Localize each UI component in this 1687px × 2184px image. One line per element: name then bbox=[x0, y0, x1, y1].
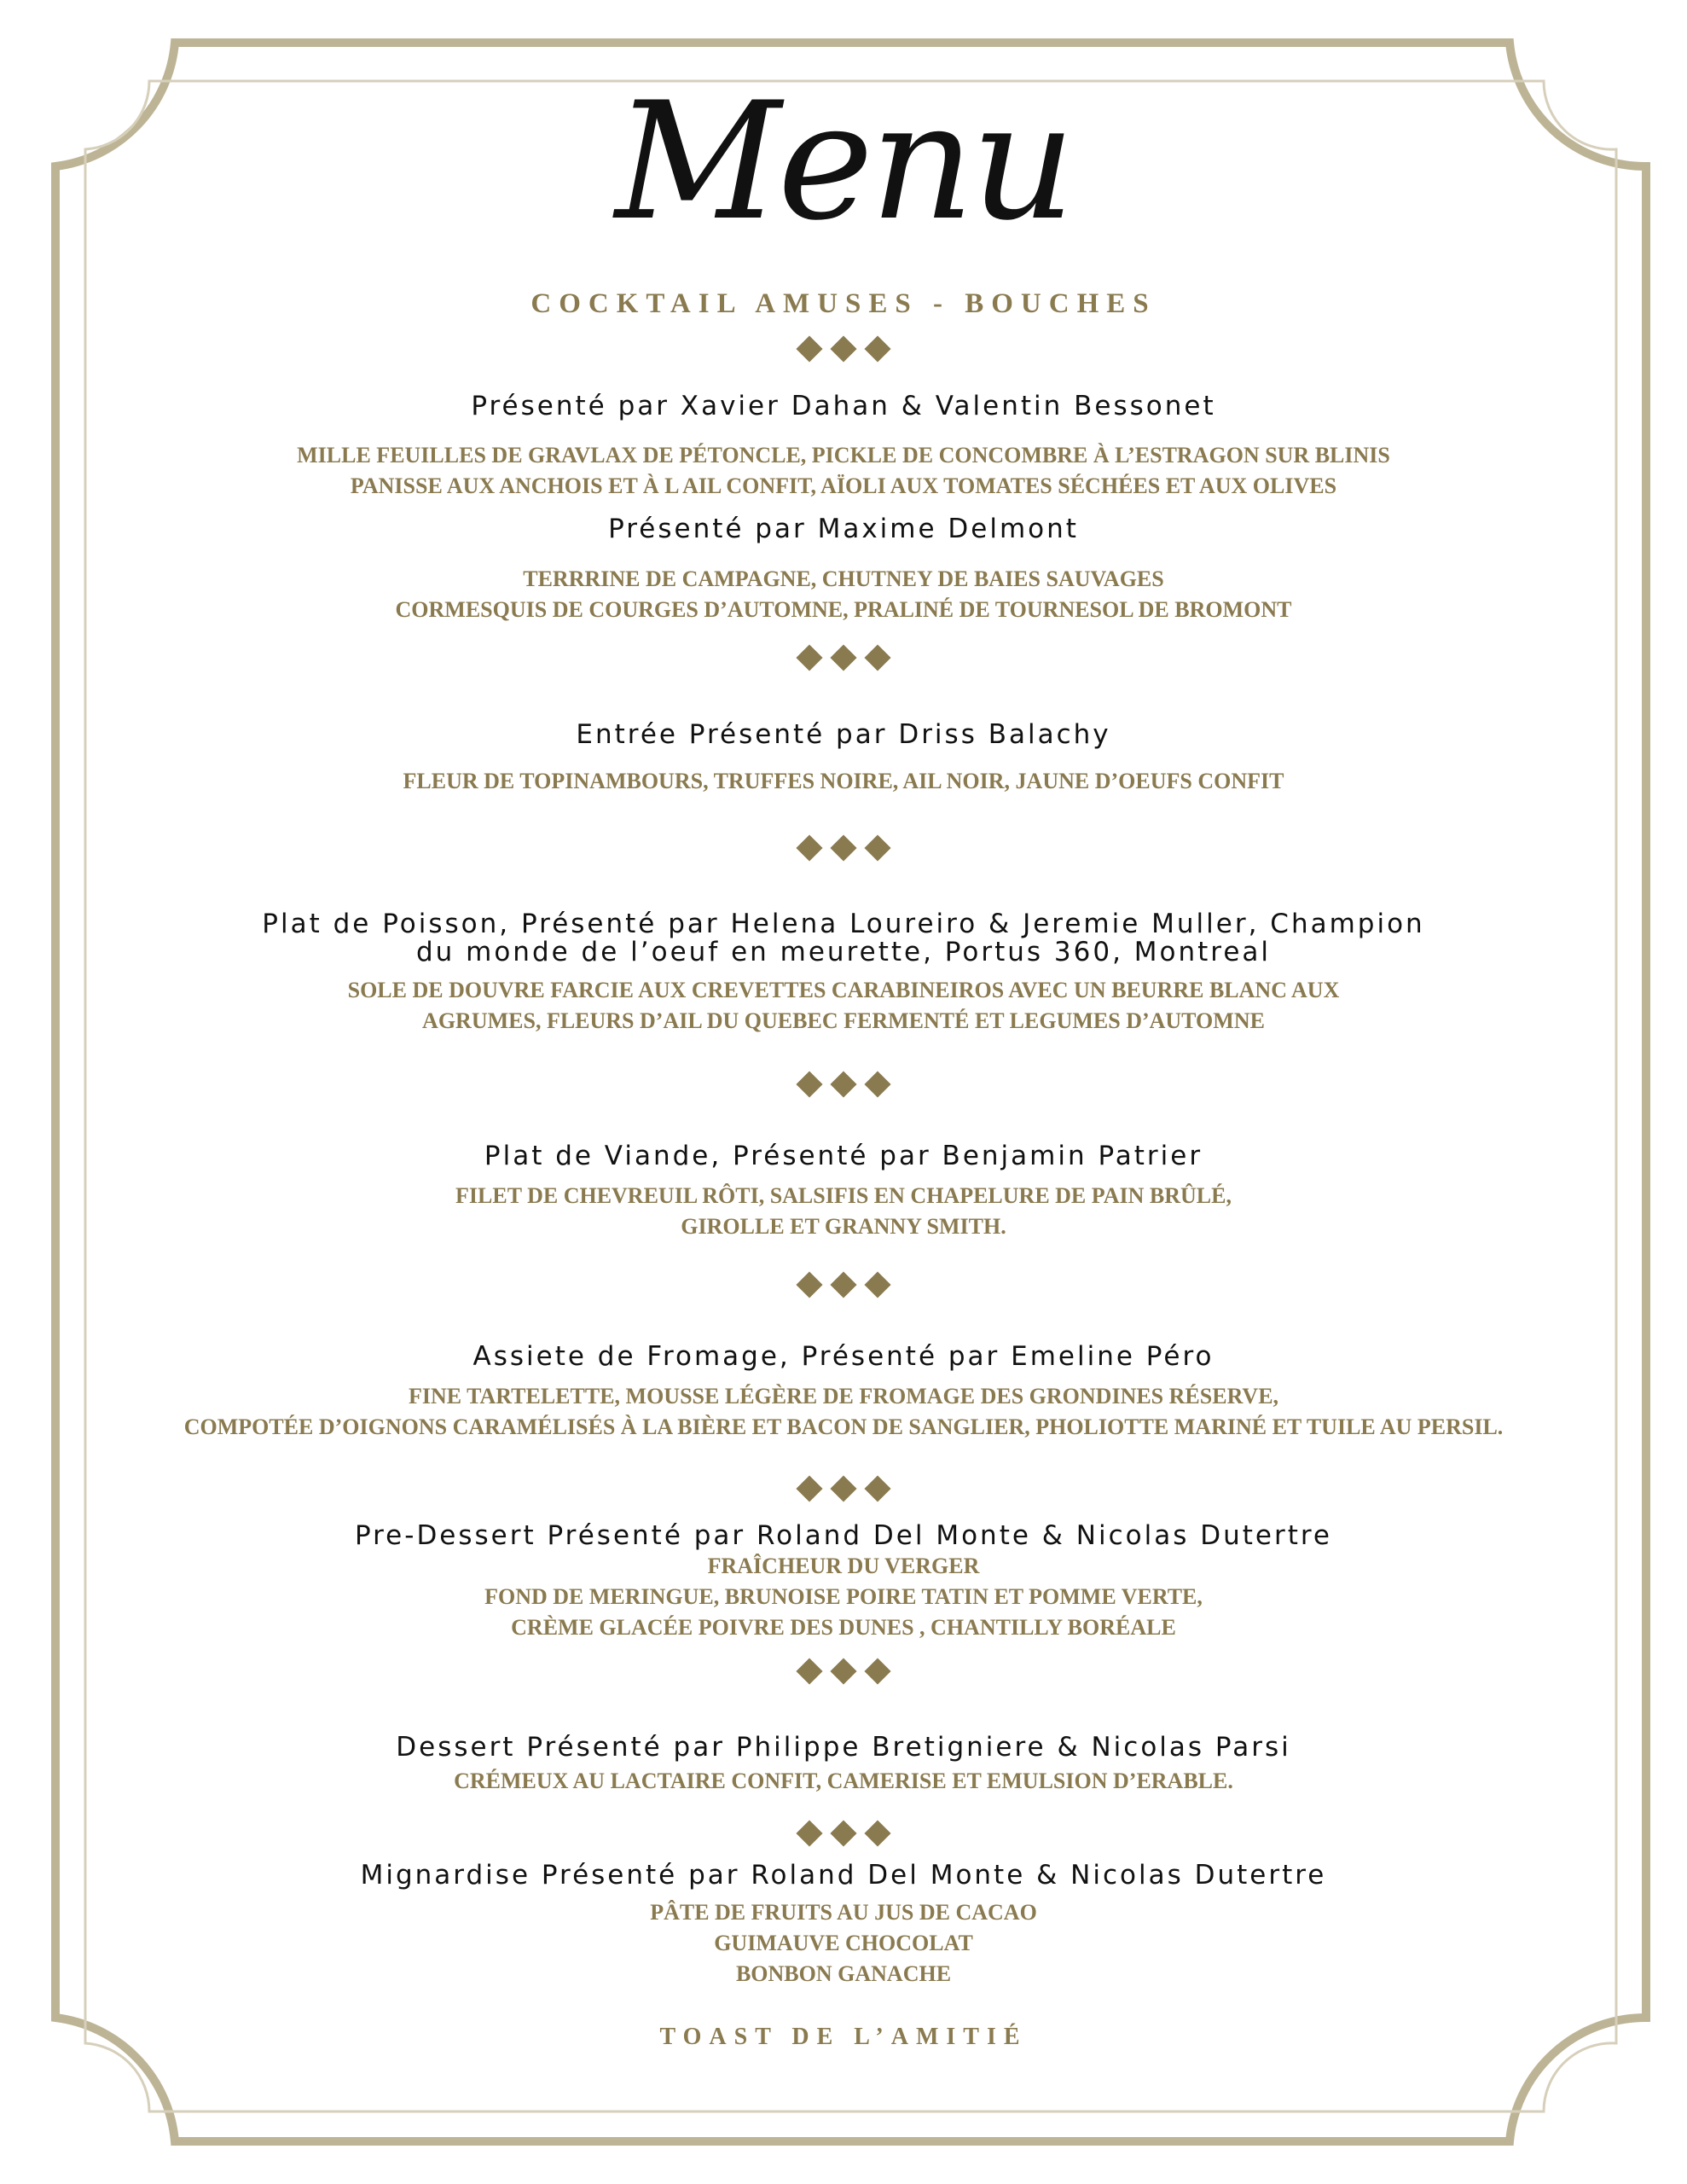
cocktail-header: COCKTAIL AMUSES - BOUCHES bbox=[530, 288, 1157, 319]
diamond-icon bbox=[796, 1071, 822, 1097]
section-presenter: Plat de Poisson, Présenté par Helena Loureiro & Jeremie Muller, Champion du monde de l’oeuf en meurette, Portus 360, Montreal bbox=[262, 909, 1425, 967]
section-dishes: SOLE DE DOUVRE FARCIE AUX CREVETTES CARABINEIROS AVEC UN BEURRE BLANC AUX AGRUMES, FLEURS D’AIL DU QUEBEC FERMENTÉ ET LEGUMES D’AUTOMNE bbox=[347, 978, 1340, 1033]
diamond-divider bbox=[0, 1275, 1687, 1310]
diamond-icon bbox=[796, 644, 822, 671]
section-presenter: Mignardise Présenté par Roland Del Monte & Nicolas Dutertre bbox=[360, 1860, 1327, 1891]
section-presenter: Assiete de Fromage, Présenté par Emeline Péro bbox=[472, 1341, 1215, 1372]
diamond-icon bbox=[864, 1658, 890, 1684]
section-presenter: Pre-Dessert Présenté par Roland Del Monte & Nicolas Dutertre bbox=[354, 1520, 1333, 1551]
diamond-divider bbox=[0, 1075, 1687, 1109]
diamond-divider bbox=[0, 340, 1687, 374]
diamond-icon bbox=[796, 1820, 822, 1846]
diamond-icon bbox=[830, 1658, 856, 1684]
diamond-icon bbox=[796, 1475, 822, 1502]
section-presenter: Plat de Viande, Présenté par Benjamin Patrier bbox=[484, 1141, 1203, 1171]
diamond-icon bbox=[830, 1271, 856, 1298]
section-presenter: Présenté par Maxime Delmont bbox=[608, 514, 1079, 544]
diamond-icon bbox=[796, 1658, 822, 1684]
diamond-icon bbox=[830, 1475, 856, 1502]
section-dishes: FILET DE CHEVREUIL RÔTI, SALSIFIS EN CHAPELURE DE PAIN BRÛLÉ, GIROLLE ET GRANNY SMITH. bbox=[455, 1183, 1232, 1239]
diamond-icon bbox=[830, 834, 856, 861]
section-dishes: MILLE FEUILLES DE GRAVLAX DE PÉTONCLE, PICKLE DE CONCOMBRE À L’ESTRAGON SUR BLINIS PANISSE AUX ANCHOIS ET À L AIL CONFIT, AÏOLI AUX TOMATES SÉCHÉES ET AUX OLIVES bbox=[297, 443, 1390, 498]
diamond-icon bbox=[830, 1071, 856, 1097]
diamond-icon bbox=[864, 335, 890, 362]
diamond-divider bbox=[0, 1479, 1687, 1513]
diamond-icon bbox=[864, 1475, 890, 1502]
diamond-icon bbox=[796, 1271, 822, 1298]
section-dishes: CRÉMEUX AU LACTAIRE CONFIT, CAMERISE ET EMULSION D’ERABLE. bbox=[454, 1769, 1233, 1793]
section-presenter: Présenté par Xavier Dahan & Valentin Bessonet bbox=[471, 391, 1216, 421]
diamond-icon bbox=[864, 644, 890, 671]
menu-title: Menu bbox=[615, 67, 1072, 256]
section-presenter: Dessert Présenté par Philippe Bretigniere & Nicolas Parsi bbox=[396, 1732, 1291, 1763]
toast-footer: TOAST DE L’AMITIÉ bbox=[659, 2024, 1028, 2050]
diamond-icon bbox=[864, 1071, 890, 1097]
diamond-divider bbox=[0, 1662, 1687, 1696]
section-dishes: FRAÎCHEUR DU VERGER FOND DE MERINGUE, BRUNOISE POIRE TATIN ET POMME VERTE, CRÈME GLACÉE POIVRE DES DUNES , CHANTILLY BORÉALE bbox=[484, 1554, 1203, 1640]
section-dishes: PÂTE DE FRUITS AU JUS DE CACAO GUIMAUVE CHOCOLAT BONBON GANACHE bbox=[650, 1900, 1037, 1986]
diamond-icon bbox=[864, 1271, 890, 1298]
section-dishes: TERRRINE DE CAMPAGNE, CHUTNEY DE BAIES SAUVAGES CORMESQUIS DE COURGES D’AUTOMNE, PRALINÉ DE TOURNESOL DE BROMONT bbox=[395, 566, 1292, 622]
diamond-icon bbox=[864, 1820, 890, 1846]
diamond-divider bbox=[0, 1824, 1687, 1858]
diamond-icon bbox=[796, 834, 822, 861]
diamond-icon bbox=[830, 335, 856, 362]
diamond-icon bbox=[830, 1820, 856, 1846]
diamond-divider bbox=[0, 648, 1687, 682]
section-dishes: FLEUR DE TOPINAMBOURS, TRUFFES NOIRE, AIL NOIR, JAUNE D’OEUFS CONFIT bbox=[403, 769, 1284, 793]
diamond-icon bbox=[830, 644, 856, 671]
section-presenter: Entrée Présenté par Driss Balachy bbox=[576, 719, 1111, 750]
diamond-icon bbox=[864, 834, 890, 861]
diamond-icon bbox=[796, 335, 822, 362]
section-dishes: FINE TARTELETTE, MOUSSE LÉGÈRE DE FROMAGE DES GRONDINES RÉSERVE, COMPOTÉE D’OIGNONS CARAMÉLISÉS À LA BIÈRE ET BACON DE SANGLIER, PHOLIOTTE MARINÉ ET TUILE AU PERSIL. bbox=[183, 1384, 1504, 1439]
diamond-divider bbox=[0, 839, 1687, 873]
